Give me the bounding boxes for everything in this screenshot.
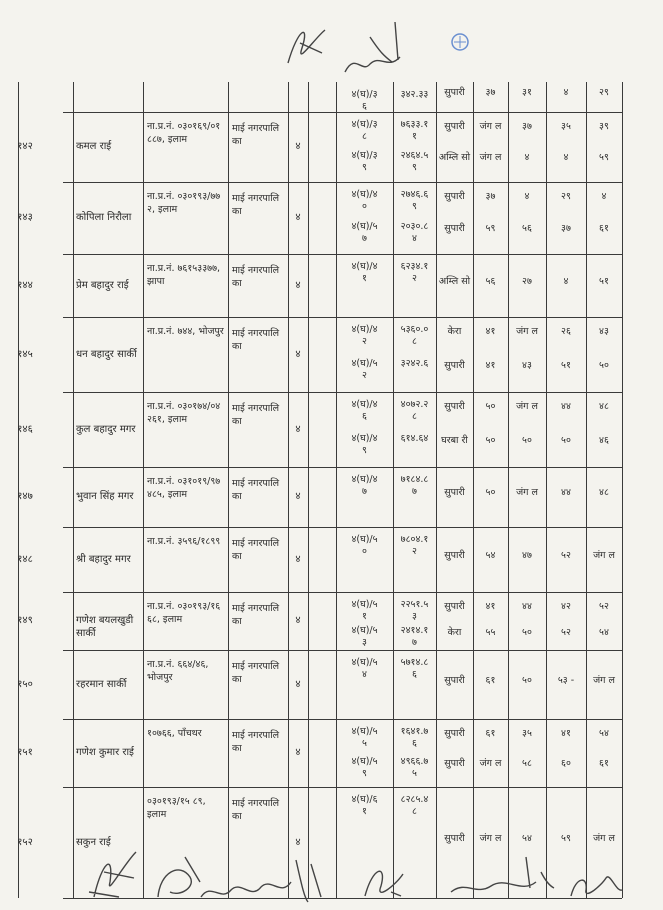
owner-address: ०३०१९३/१५ ८९, इलाम [147,796,206,820]
boundary-value: ५६ [485,275,496,287]
crop-type: घरबा री [441,434,468,446]
row-divider [63,467,622,468]
boundary-value: २९ [561,191,571,202]
owner-address: ना.प्र.नं. ०३०१९३/१६ ६८, इलाम [147,601,221,625]
ward-number: ४ [295,279,301,291]
owner-name: कमल राई [76,141,112,152]
boundary-value: ५८ [522,758,532,769]
crop-type: अम्लि सो [438,275,471,287]
ward-number: ४ [295,423,301,435]
ward-number: ४ [295,836,301,848]
boundary-value: ५० [522,674,532,686]
owner-name: भुवान सिंह मगर [76,491,134,502]
plot-number: ४(घ)/५ [351,357,378,369]
boundary-value: ४ [524,191,530,202]
row-divider [63,527,622,528]
boundary-value: ४१ [485,359,496,371]
boundary-value: ३७ [485,191,496,202]
owner-address: ना.प्र.नं. ७६१५३३७७, झापा [147,263,221,287]
boundary-value: २७ [522,275,532,287]
municipality: माई नगरपालि का [232,265,280,289]
plot-number: ४(घ)/४ [351,261,378,272]
area-value-cont: ७ [412,637,417,648]
owner-name: प्रेम बहादुर राई [76,279,129,291]
plot-number: ४(घ)/३ [351,119,378,130]
boundary-value: जंग ल [593,832,615,844]
owner-name: सकुन राई [76,836,111,848]
municipality: माई नगरपालि का [232,403,280,427]
plot-number-cont: २ [362,336,367,347]
boundary-value: ३७ [485,87,496,98]
ward-number: ४ [295,212,301,223]
land-record-table [18,82,622,898]
boundary-value: ३५ [522,728,532,739]
plot-number: ४(घ)/५ [351,756,378,767]
plot-number-cont: ६ [362,411,367,422]
plot-number-cont: ५ [362,738,367,749]
area-value-cont: ८ [412,806,417,817]
column-divider [73,82,74,898]
signature-top-1 [280,18,340,73]
area-value-cont: ८ [412,411,417,422]
signature-bottom-6 [566,866,626,902]
boundary-value: ५१ [599,275,609,287]
plot-number: ४(घ)/५ [351,221,378,232]
area-value: २४६४.५ [400,150,429,161]
boundary-value: ५० [485,401,496,412]
column-divider [622,82,623,898]
plot-number: ४(घ)/४ [351,432,378,444]
owner-address: ना.प्र.नं. ०३०१९३/७७ २, इलाम [147,191,221,215]
boundary-value: ५२ [599,601,609,612]
signature-bottom-1 [84,842,154,902]
area-value: ७१८४.८ [400,474,429,485]
boundary-value: जंग ल [593,549,615,561]
crop-type: केरा [447,326,462,337]
area-value: २७४६.६ [400,189,429,200]
boundary-value: ४८ [599,401,609,412]
ward-number: ४ [295,615,301,626]
plot-number-cont: २ [362,369,367,381]
plot-number: ४(घ)/५ [351,657,378,668]
plot-number-cont: ९ [362,768,367,779]
area-value-cont: ६ [412,669,417,680]
boundary-value: जंग ल [516,401,538,412]
plot-number: ४(घ)/३ [351,150,378,161]
row-divider [63,787,622,788]
area-value-cont: २ [412,546,417,557]
crop-type: सुपारी [444,359,465,371]
ward-number: ४ [295,747,301,758]
plot-number-cont: ९ [362,162,367,173]
owner-name: गणेश कुमार राई [76,747,134,758]
plot-number-cont: ९ [362,444,367,456]
boundary-value: ६० [561,758,571,769]
municipality: माई नगरपालि का [232,603,280,627]
owner-address: ना.प्र.नं. ६६४/४६, भोजपुर [147,659,209,683]
area-value: ६१४.६४ [400,432,429,444]
area-value: ५७१४.८ [400,657,429,668]
municipality: माई नगरपालि का [232,193,280,217]
area-value-cont: २ [412,273,417,284]
boundary-value: जंग ल [593,674,615,686]
area-value-cont: ७ [412,486,417,497]
plot-number-cont: ४ [362,669,367,680]
municipality: माई नगरपालि का [232,798,280,822]
boundary-value: जंग ल [479,832,502,844]
boundary-value: जंग ल [516,487,538,498]
plot-number-cont: ७ [362,486,367,497]
area-value: ८२८५.४ [400,794,429,805]
crop-type: सुपारी [444,121,465,132]
area-value-cont: १ [412,131,417,142]
plot-number: ४(घ)/५ [351,534,378,545]
boundary-value: ४३ [522,359,532,371]
boundary-value: जंग ल [479,121,502,132]
row-divider [63,182,622,183]
plot-number-cont: ६ [362,101,367,112]
boundary-value: ४४ [522,601,532,612]
owner-name: कोपिला निरौला [76,212,132,223]
boundary-value: ५२ [561,549,571,561]
boundary-value: ३७ [522,121,532,132]
column-divider [336,82,337,898]
municipality: माई नगरपालि का [232,328,280,352]
crop-type: सुपारी [444,191,465,202]
plot-number: ४(घ)/४ [351,189,378,200]
row-divider [63,719,622,720]
boundary-value: ३५ [561,121,571,132]
boundary-value: ४४ [561,487,571,498]
row-divider [63,650,622,651]
boundary-value: ५० [599,359,609,371]
signature-bottom-4 [355,856,415,906]
serial-number: १४५ [17,348,33,360]
boundary-value: ३७ [561,223,571,234]
crop-type: केरा [447,627,462,638]
area-value: ७८०४.१ [400,534,429,545]
boundary-value: ५९ [599,152,609,163]
municipality: माई नगरपालि का [232,661,280,685]
crop-type: सुपारी [444,832,465,844]
column-divider [143,82,144,898]
serial-number: १४४ [17,279,33,291]
crop-type: सुपारी [444,223,465,234]
signature-top-2 [340,12,420,82]
boundary-value: ५४ [599,627,609,638]
boundary-value: ६१ [599,758,609,769]
area-value: ४९६६.७ [400,756,429,767]
area-value-cont: ९ [412,162,417,173]
plot-number: ४(घ)/३ [351,89,378,100]
row-divider [63,392,622,393]
area-value: ३२४२.६ [400,357,429,369]
boundary-value: ४३ [599,326,609,337]
area-value: ७६३३.१ [400,119,429,130]
boundary-value: ६१ [485,674,496,686]
serial-number: १४३ [17,212,33,223]
owner-name: रहरमान सार्की [76,678,127,690]
crop-type: सुपारी [444,487,465,498]
boundary-value: जंग ल [516,326,538,337]
plot-number-cont: १ [362,806,367,817]
boundary-value: २९ [599,87,609,98]
row-divider [63,254,622,255]
serial-number: १४२ [17,141,33,152]
boundary-value: ३९ [599,121,609,132]
area-value: २४१४.१ [400,625,429,636]
row-divider [63,317,622,318]
boundary-value: जंग ल [479,152,502,163]
crop-type: सुपारी [444,758,465,769]
boundary-value: ५३ - [557,674,575,686]
plot-number: ४(घ)/६ [351,794,378,805]
plot-number-cont: ० [362,201,367,212]
owner-name: धन बहादुर सार्की [76,348,137,360]
boundary-value: ४१ [561,728,571,739]
boundary-value: ४ [563,152,569,163]
area-value-cont: ५ [412,768,417,779]
area-value-cont: ८ [412,336,417,347]
boundary-value: २६ [561,326,571,337]
column-divider [308,82,309,898]
column-divider [228,82,229,898]
crop-type: सुपारी [444,674,465,686]
boundary-value: ५० [522,627,532,638]
crop-type: अम्लि सो [438,152,471,163]
area-value: ३४२.३३ [400,89,429,100]
owner-name: गणेश बयलखुडी सार्की [76,615,134,639]
owner-address: ना.प्र.नं. ०३०१६९/०१ ८८७, इलाम [147,121,221,145]
boundary-value: ५५ [485,627,496,638]
boundary-value: ५० [522,434,532,446]
boundary-value: ५४ [599,728,609,739]
crop-type: सुपारी [444,601,465,612]
crop-type: सुपारी [444,87,465,98]
area-value-cont: ९ [412,201,417,212]
plot-number: ४(घ)/५ [351,726,378,737]
ward-number: ४ [295,348,301,360]
boundary-value: ३१ [522,87,532,98]
serial-number: १४८ [17,553,33,565]
plot-number-cont: ८ [362,131,367,142]
boundary-value: ४६ [599,434,609,446]
crop-type: सुपारी [444,401,465,412]
owner-address: १०७६६, पाँचथर [147,728,202,739]
plot-number: ४(घ)/४ [351,399,378,410]
boundary-value: ५४ [522,832,532,844]
boundary-value: ५४ [485,549,496,561]
plot-number-cont: ० [362,546,367,557]
boundary-value: ४७ [522,549,532,561]
crop-type: सुपारी [444,728,465,739]
plot-number: ४(घ)/४ [351,324,378,335]
plot-number: ४(घ)/४ [351,474,378,485]
area-value: ६२३४.१ [400,261,429,272]
boundary-value: ४ [563,275,569,287]
signature-bottom-5 [446,852,556,902]
area-value: ४०७२.२ [400,399,429,410]
owner-name: कुल बहादुर मगर [76,423,136,435]
plot-number-cont: १ [362,273,367,284]
row-divider [63,592,622,593]
boundary-value: ४ [524,152,530,163]
boundary-value: ५९ [485,223,496,234]
boundary-value: ५० [485,434,496,446]
owner-address: ना.प्र.नं. ३५९६/१८९९ [147,536,221,547]
area-value-cont: ६ [412,738,417,749]
municipality: माई नगरपालि का [232,538,280,562]
boundary-value: ४८ [599,487,609,498]
boundary-value: ५९ [561,832,571,844]
plot-number: ४(घ)/५ [351,625,378,636]
boundary-value: ५६ [522,223,532,234]
municipality: माई नगरपालि का [232,478,280,502]
ward-number: ४ [295,491,301,502]
serial-number: १५१ [17,747,33,758]
owner-address: ना.प्र.नं. ७४४, भोजपुर [147,326,224,337]
boundary-value: ४१ [485,326,496,337]
plot-number: ४(घ)/५ [351,599,378,610]
owner-address: ना.प्र.नं. ०३०१७४/०४ २६१, इलाम [147,401,221,425]
boundary-value: ५१ [561,359,571,371]
serial-number: १५० [17,678,33,690]
plot-number-cont: १ [362,611,367,622]
boundary-value: ४४ [561,401,571,412]
municipality: माई नगरपालि का [232,730,280,754]
plot-number-cont: ३ [362,637,367,648]
boundary-value: ४२ [561,601,571,612]
ward-number: ४ [295,678,301,690]
municipality: माई नगरपालि का [232,123,280,147]
serial-number: १४९ [17,615,33,626]
ward-number: ४ [295,553,301,565]
boundary-value: ६१ [599,223,609,234]
boundary-value: ४१ [485,601,496,612]
owner-address: ना.प्र.नं. ०३१०१९/९७ ४८५, इलाम [147,476,221,500]
serial-number: १४६ [17,423,33,435]
plot-number-cont: ७ [362,233,367,244]
area-value: १६४१.७ [400,726,429,737]
area-value-cont: ३ [412,611,417,622]
boundary-value: ५० [485,487,496,498]
area-value: २०३०.८ [400,221,429,232]
boundary-value: ५२ [561,627,571,638]
boundary-value: ५० [561,434,571,446]
serial-number: १४७ [17,491,33,502]
owner-name: श्री बहादुर मगर [76,553,131,565]
signature-bottom-3 [196,852,336,907]
boundary-value: ६१ [485,728,496,739]
area-value: ५३६०.० [400,324,429,335]
area-value-cont: ४ [412,233,417,244]
boundary-value: ४ [563,87,569,98]
area-value: २२५१.५ [400,599,429,610]
crop-type: सुपारी [444,549,465,561]
ward-number: ४ [295,141,301,152]
serial-number: १५२ [17,836,33,848]
boundary-value: जंग ल [479,758,502,769]
boundary-value: ४ [601,191,607,202]
